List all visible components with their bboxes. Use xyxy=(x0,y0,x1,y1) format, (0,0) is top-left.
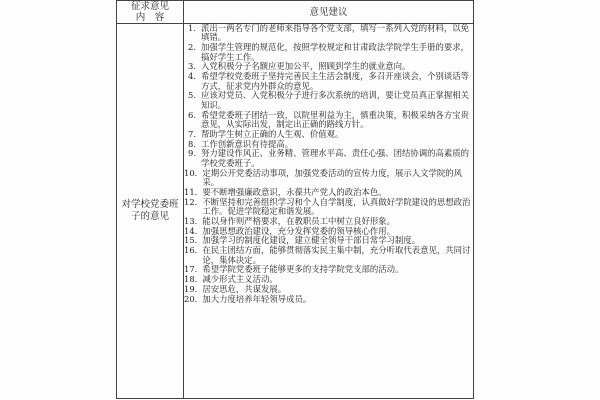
suggestion-number: 9. xyxy=(188,148,196,159)
suggestion-item xyxy=(184,24,473,43)
suggestion-text: 应该对党员、入党积极分子进行多次系统的培训，要让党员真正掌握相关知识。 xyxy=(201,90,469,110)
suggestion-number: 14. xyxy=(184,225,198,236)
category-cell: 对学校党委班子的意见 xyxy=(117,24,184,399)
suggestion-text: 希望学院党委班子能够更多的支持学院党支部的活动。 xyxy=(202,264,404,275)
suggestion-number: 11. xyxy=(184,186,198,197)
suggestion-text: 居安思危，共谋发展。 xyxy=(202,284,287,294)
suggestion-list-cell xyxy=(184,24,474,399)
suggestion-number: 7. xyxy=(188,128,196,139)
suggestion-text: 减少形式主义活动。 xyxy=(202,274,278,285)
suggestion-item xyxy=(184,130,473,139)
header-category-line1: 征求意见 xyxy=(130,1,169,12)
suggestion-text: 要不断增强廉政意识，永葆共产党人的政治本色。 xyxy=(202,186,387,197)
suggestion-number: 5. xyxy=(188,90,196,101)
suggestion-number: 18. xyxy=(184,274,198,285)
header-suggestions-cell: 意见建议 xyxy=(184,1,474,24)
suggestion-item xyxy=(184,198,473,217)
suggestion-number: 13. xyxy=(184,215,198,226)
suggestion-item xyxy=(184,72,473,91)
suggestion-number: 10. xyxy=(184,167,198,178)
suggestion-number: 20. xyxy=(184,293,198,304)
suggestion-number: 1. xyxy=(188,23,196,33)
opinion-table xyxy=(116,0,474,399)
suggestion-number: 6. xyxy=(188,109,196,120)
suggestion-item xyxy=(184,295,473,304)
table-body-row xyxy=(117,24,474,399)
suggestion-text: 工作创新意识有待提高。 xyxy=(201,138,294,149)
suggestion-text: 帮助学生树立正确的人生观、价值观。 xyxy=(201,128,344,139)
header-category-line2: 内 容 xyxy=(135,12,165,23)
suggestion-item xyxy=(184,91,473,110)
suggestion-number: 8. xyxy=(188,138,196,149)
suggestion-number: 2. xyxy=(188,42,196,53)
suggestion-item xyxy=(184,169,473,188)
suggestion-item xyxy=(184,111,473,130)
suggestion-text: 不断坚持和完善组织学习和个人自学制度，认真做好学院建设的思想政治工作。促进学院稳定和谐发展。 xyxy=(202,196,471,217)
suggestion-item xyxy=(184,188,473,197)
suggestion-text: 能以身作则严格要求，在教职员工中树立良好形象。 xyxy=(202,215,395,226)
suggestion-item xyxy=(184,217,473,226)
suggestion-text: 希望党委班子团结一致，以院里利益为主，慎重决策，积极采纳各方宝贵意见，从实际出发，制定出正确的路线方针。 xyxy=(201,109,469,130)
suggestion-text: 派出一两名专门的老师来指导各个党支部，填写一系列入党的材料，以免填错。 xyxy=(201,23,469,43)
header-category-cell xyxy=(117,1,184,24)
suggestion-text: 加大力度培养年轻领导成员。 xyxy=(202,293,312,304)
suggestion-text: 希望学校党委班子坚持完善民主生活会制度，多召开座谈会，个别谈话等方式，征求党内外群众的意见。 xyxy=(201,71,469,91)
suggestion-text: 加强学习的制度化建设，建立健全领导干部日常学习制度。 xyxy=(202,235,421,246)
suggestion-text: 入党积极分子名额应更加公平，照顾到学生的就业意向。 xyxy=(201,61,411,72)
suggestion-text: 加强思想政治建设，充分发挥党委的领导核心作用。 xyxy=(202,225,395,236)
suggestion-number: 16. xyxy=(184,245,198,256)
suggestion-text: 定期公开党委活动事项，加强党委活动的宣传力度，展示人文学院的风采。 xyxy=(202,167,462,188)
suggestion-text: 加强学生管理的规范化，按照学校规定和甘肃政法学院学生手册的要求，搞好学生工作。 xyxy=(201,42,469,62)
suggestion-item xyxy=(184,246,473,265)
suggestion-number: 12. xyxy=(184,196,198,207)
suggestion-number: 17. xyxy=(184,264,198,275)
suggestion-item xyxy=(184,149,473,168)
suggestion-item xyxy=(184,285,473,294)
suggestion-text: 努力建设作风正、业务精、管理水平高、责任心强、团结协调的高素质的学校党委班子。 xyxy=(201,148,469,168)
suggestion-list xyxy=(184,24,473,304)
table-header-row xyxy=(117,1,474,24)
suggestion-number: 19. xyxy=(184,284,198,294)
suggestion-text: 在民主团结方面，能够贯彻落实民主集中制，充分听取代表意见，共同讨论，集体决定。 xyxy=(202,245,471,265)
suggestion-number: 3. xyxy=(188,61,196,72)
suggestion-number: 15. xyxy=(184,235,198,246)
suggestion-item xyxy=(184,43,473,62)
suggestion-number: 4. xyxy=(188,71,196,82)
